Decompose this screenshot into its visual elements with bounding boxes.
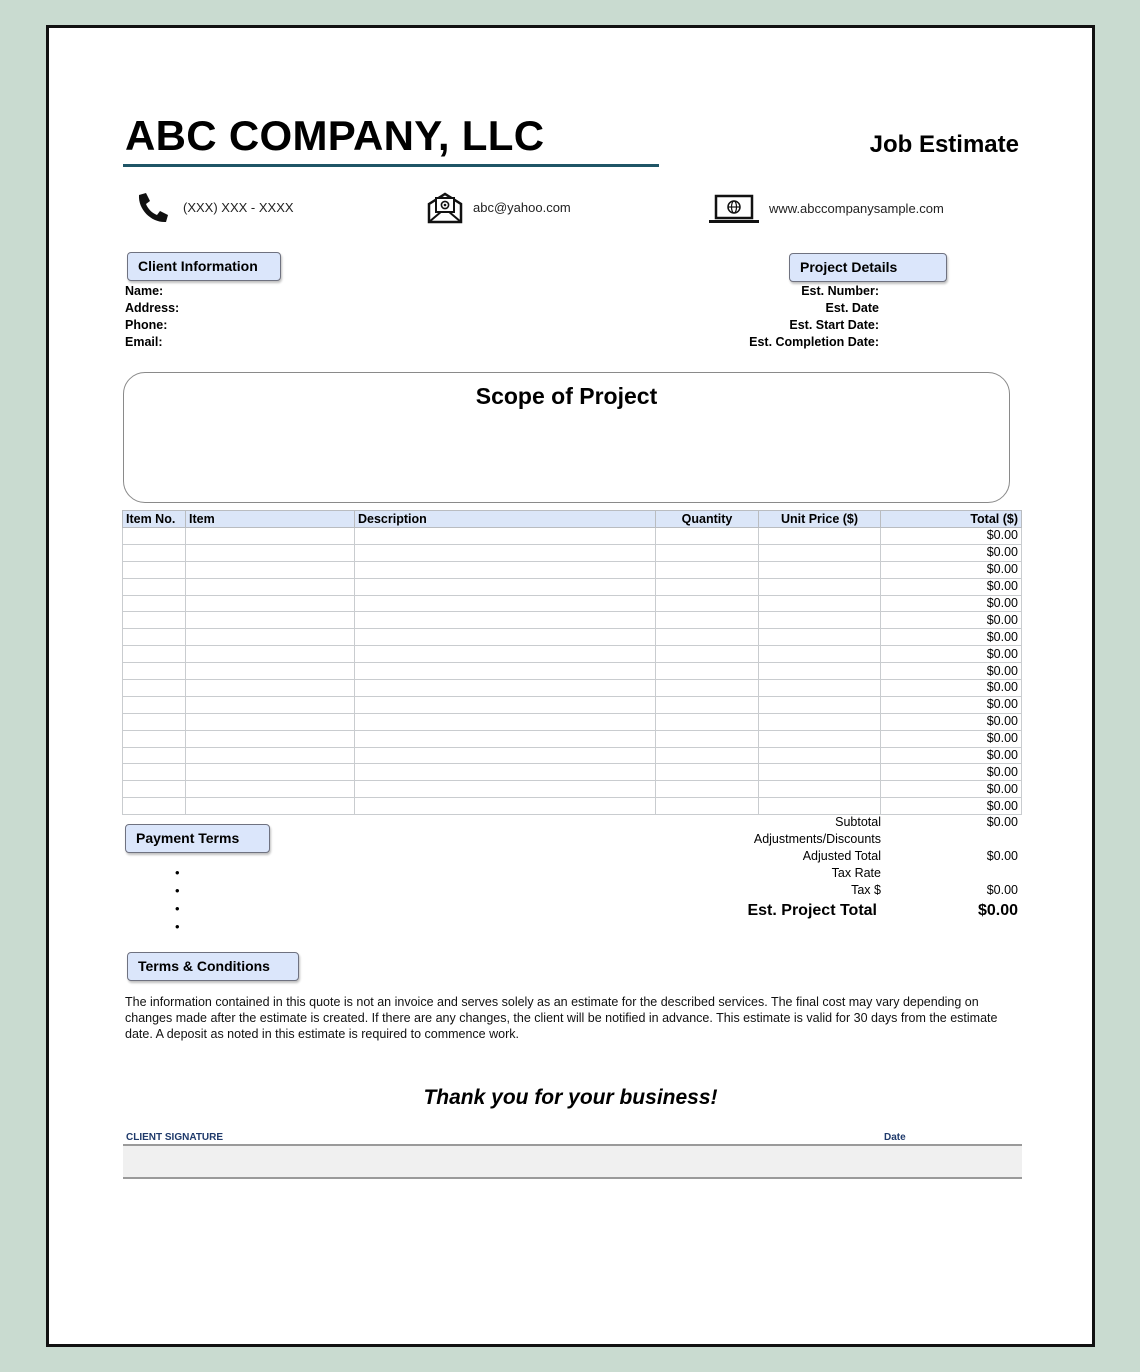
- row-total-cell: $0.00: [881, 798, 1022, 815]
- quantity-cell[interactable]: [656, 680, 759, 697]
- table-row: [123, 747, 1022, 764]
- row-total-cell: $0.00: [881, 528, 1022, 545]
- title-underline: [123, 164, 659, 167]
- est-date-label: Est. Date: [825, 301, 879, 315]
- unit-price-cell[interactable]: [759, 629, 881, 646]
- phone-icon: [135, 192, 169, 224]
- row-total-cell: $0.00: [881, 696, 1022, 713]
- unit-price-cell[interactable]: [759, 764, 881, 781]
- subtotal-value[interactable]: $0.00: [986, 815, 1018, 829]
- unit-price-cell[interactable]: [759, 578, 881, 595]
- client-email-label: Email:: [125, 335, 163, 349]
- item-cell[interactable]: [186, 764, 355, 781]
- item-no-cell[interactable]: [123, 713, 186, 730]
- description-cell[interactable]: [355, 730, 656, 747]
- project-details-heading: Project Details: [789, 253, 947, 282]
- item-cell[interactable]: [186, 646, 355, 663]
- table-row: [123, 612, 1022, 629]
- item-cell[interactable]: [186, 629, 355, 646]
- column-header-item-no: Item No.: [123, 511, 186, 528]
- phone-number: (XXX) XXX - XXXX: [183, 200, 294, 215]
- column-header-item: Item: [186, 511, 355, 528]
- scope-of-project-title: Scope of Project: [475, 383, 658, 409]
- column-header-description: Description: [355, 511, 656, 528]
- item-no-cell[interactable]: [123, 781, 186, 798]
- payment-term-bullet[interactable]: •: [175, 919, 180, 934]
- item-cell[interactable]: [186, 663, 355, 680]
- est-completion-date-label: Est. Completion Date:: [749, 335, 879, 349]
- item-cell[interactable]: [186, 528, 355, 545]
- adjustments-row: [609, 831, 1021, 848]
- estimate-page: [46, 25, 1095, 1347]
- row-total-cell: $0.00: [881, 544, 1022, 561]
- thank-you-message: Thank you for your business!: [423, 1086, 718, 1109]
- table-row: [123, 629, 1022, 646]
- adjustments-value[interactable]: [881, 831, 1021, 848]
- item-cell[interactable]: [186, 747, 355, 764]
- table-row: [123, 595, 1022, 612]
- table-row: [123, 646, 1022, 663]
- table-row: [123, 528, 1022, 545]
- website-url: www.abccompanysample.com: [769, 201, 944, 216]
- description-cell[interactable]: [355, 612, 656, 629]
- row-total-cell: $0.00: [881, 595, 1022, 612]
- unit-price-cell[interactable]: [759, 798, 881, 815]
- item-no-cell[interactable]: [123, 528, 186, 545]
- table-row: [123, 798, 1022, 815]
- item-no-cell[interactable]: [123, 612, 186, 629]
- item-no-cell[interactable]: [123, 764, 186, 781]
- description-cell[interactable]: [355, 713, 656, 730]
- est-number-label: Est. Number:: [801, 284, 879, 298]
- client-name-label: Name:: [125, 284, 164, 298]
- table-row: [123, 730, 1022, 747]
- unit-price-cell[interactable]: [759, 730, 881, 747]
- document-title: Job Estimate: [869, 131, 1019, 158]
- table-header-row: [123, 511, 1022, 528]
- est-start-date-label: Est. Start Date:: [789, 318, 879, 332]
- project-total-value[interactable]: $0.00: [977, 902, 1018, 919]
- row-total-cell: $0.00: [881, 629, 1022, 646]
- row-total-cell: $0.00: [881, 781, 1022, 798]
- estimate-summary: [609, 814, 1021, 922]
- client-signature-label: CLIENT SIGNATURE: [126, 1132, 224, 1143]
- item-no-cell[interactable]: [123, 798, 186, 815]
- laptop-globe-icon: [707, 194, 761, 224]
- payment-term-bullet[interactable]: •: [175, 865, 180, 880]
- item-cell[interactable]: [186, 561, 355, 578]
- signature-field[interactable]: [123, 1144, 1022, 1179]
- table-row: [123, 561, 1022, 578]
- quantity-cell[interactable]: [656, 747, 759, 764]
- quantity-cell[interactable]: [656, 561, 759, 578]
- unit-price-cell[interactable]: [759, 646, 881, 663]
- item-cell[interactable]: [186, 612, 355, 629]
- item-no-cell[interactable]: [123, 730, 186, 747]
- quantity-cell[interactable]: [656, 646, 759, 663]
- payment-terms-heading: Payment Terms: [125, 824, 270, 853]
- tax-amount-label: Tax $: [851, 883, 881, 897]
- unit-price-cell[interactable]: [759, 561, 881, 578]
- quantity-cell[interactable]: [656, 595, 759, 612]
- quantity-cell[interactable]: [656, 781, 759, 798]
- payment-terms-list: [175, 864, 180, 936]
- quantity-cell[interactable]: [656, 663, 759, 680]
- column-header-quantity: Quantity: [656, 511, 759, 528]
- unit-price-cell[interactable]: [759, 595, 881, 612]
- item-cell[interactable]: [186, 544, 355, 561]
- item-no-cell[interactable]: [123, 595, 186, 612]
- unit-price-cell[interactable]: [759, 781, 881, 798]
- unit-price-cell[interactable]: [759, 544, 881, 561]
- description-cell[interactable]: [355, 747, 656, 764]
- row-total-cell: $0.00: [881, 680, 1022, 697]
- quantity-cell[interactable]: [656, 612, 759, 629]
- tax-rate-value[interactable]: [881, 865, 1021, 882]
- table-row: [123, 544, 1022, 561]
- table-row: [123, 663, 1022, 680]
- adjusted-total-row: [609, 848, 1021, 865]
- description-cell[interactable]: [355, 696, 656, 713]
- row-total-cell: $0.00: [881, 713, 1022, 730]
- adjusted-total-label: Adjusted Total: [802, 849, 881, 863]
- quantity-cell[interactable]: [656, 629, 759, 646]
- unit-price-cell[interactable]: [759, 747, 881, 764]
- quantity-cell[interactable]: [656, 713, 759, 730]
- item-no-cell[interactable]: [123, 544, 186, 561]
- item-cell[interactable]: [186, 713, 355, 730]
- payment-term-bullet[interactable]: •: [175, 883, 180, 898]
- client-phone-label: Phone:: [125, 318, 168, 332]
- column-header-total: Total ($): [881, 511, 1022, 528]
- item-no-cell[interactable]: [123, 696, 186, 713]
- tax-rate-label: Tax Rate: [831, 866, 881, 880]
- row-total-cell: $0.00: [881, 578, 1022, 595]
- item-no-cell[interactable]: [123, 680, 186, 697]
- table-row: [123, 696, 1022, 713]
- description-cell[interactable]: [355, 764, 656, 781]
- description-cell[interactable]: [355, 798, 656, 815]
- terms-conditions-text: The information contained in this quote is not an invoice and serves solely as an estimate for the described services. The final cost may vary depending on changes made after the estimate is created. If there are any changes, the client will be notified in advance. This estimate is valid for 30 days from the estimate date. A deposit as noted in this estimate is required to commence work.: [125, 995, 998, 1041]
- unit-price-cell[interactable]: [759, 696, 881, 713]
- project-total-label: Est. Project Total: [747, 902, 877, 919]
- envelope-icon: [427, 192, 463, 224]
- quantity-cell[interactable]: [656, 528, 759, 545]
- item-no-cell[interactable]: [123, 663, 186, 680]
- item-cell[interactable]: [186, 781, 355, 798]
- line-items-table: [122, 510, 1022, 815]
- item-cell[interactable]: [186, 578, 355, 595]
- tax-rate-row: [609, 865, 1021, 882]
- table-row: [123, 781, 1022, 798]
- table-row: [123, 680, 1022, 697]
- row-total-cell: $0.00: [881, 612, 1022, 629]
- quantity-cell[interactable]: [656, 764, 759, 781]
- item-cell[interactable]: [186, 595, 355, 612]
- subtotal-row: [609, 814, 1021, 831]
- row-total-cell: $0.00: [881, 747, 1022, 764]
- table-row: [123, 764, 1022, 781]
- description-cell[interactable]: [355, 544, 656, 561]
- adjustments-label: Adjustments/Discounts: [753, 832, 881, 846]
- item-no-cell[interactable]: [123, 561, 186, 578]
- terms-conditions-heading: Terms & Conditions: [127, 952, 299, 981]
- description-cell[interactable]: [355, 578, 656, 595]
- quantity-cell[interactable]: [656, 696, 759, 713]
- item-no-cell[interactable]: [123, 747, 186, 764]
- item-no-cell[interactable]: [123, 629, 186, 646]
- client-information-heading: Client Information: [127, 252, 281, 281]
- item-cell[interactable]: [186, 730, 355, 747]
- adjusted-total-value[interactable]: $0.00: [986, 849, 1018, 863]
- item-cell[interactable]: [186, 798, 355, 815]
- description-cell[interactable]: [355, 528, 656, 545]
- date-label: Date: [884, 1132, 906, 1143]
- description-cell[interactable]: [355, 781, 656, 798]
- company-name: ABC COMPANY, LLC: [125, 112, 545, 159]
- item-cell[interactable]: [186, 696, 355, 713]
- description-cell[interactable]: [355, 629, 656, 646]
- email-address: abc@yahoo.com: [473, 200, 571, 215]
- client-fields: [125, 283, 179, 351]
- quantity-cell[interactable]: [656, 798, 759, 815]
- description-cell[interactable]: [355, 663, 656, 680]
- item-cell[interactable]: [186, 680, 355, 697]
- subtotal-label: Subtotal: [835, 815, 881, 829]
- column-header-unit-price: Unit Price ($): [759, 511, 881, 528]
- quantity-cell[interactable]: [656, 544, 759, 561]
- unit-price-cell[interactable]: [759, 713, 881, 730]
- payment-term-bullet[interactable]: •: [175, 901, 180, 916]
- unit-price-cell[interactable]: [759, 612, 881, 629]
- item-no-cell[interactable]: [123, 578, 186, 595]
- unit-price-cell[interactable]: [759, 663, 881, 680]
- row-total-cell: $0.00: [881, 646, 1022, 663]
- description-cell[interactable]: [355, 561, 656, 578]
- description-cell[interactable]: [355, 646, 656, 663]
- quantity-cell[interactable]: [656, 730, 759, 747]
- unit-price-cell[interactable]: [759, 680, 881, 697]
- tax-amount-value[interactable]: $0.00: [986, 883, 1018, 897]
- project-total-row: [609, 900, 1021, 922]
- unit-price-cell[interactable]: [759, 528, 881, 545]
- project-fields: [679, 283, 879, 351]
- table-row: [123, 713, 1022, 730]
- table-row: [123, 578, 1022, 595]
- quantity-cell[interactable]: [656, 578, 759, 595]
- tax-amount-row: [609, 882, 1021, 899]
- scope-of-project-box[interactable]: [123, 372, 1010, 503]
- row-total-cell: $0.00: [881, 730, 1022, 747]
- description-cell[interactable]: [355, 595, 656, 612]
- row-total-cell: $0.00: [881, 663, 1022, 680]
- client-address-label: Address:: [125, 301, 180, 315]
- row-total-cell: $0.00: [881, 764, 1022, 781]
- item-no-cell[interactable]: [123, 646, 186, 663]
- row-total-cell: $0.00: [881, 561, 1022, 578]
- description-cell[interactable]: [355, 680, 656, 697]
